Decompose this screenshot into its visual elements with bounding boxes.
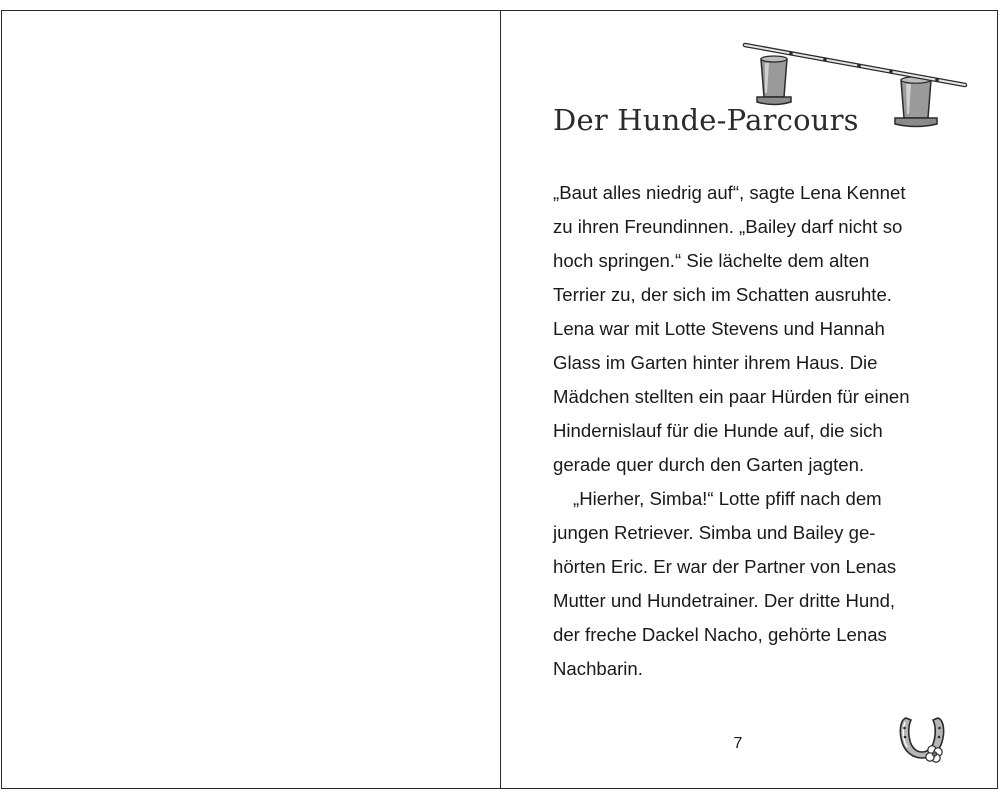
paragraph-1: „Baut alles niedrig auf“, sagte Lena Kennet zu ihren Freundinnen. „Bailey darf nicht so hoch springen.“ Sie lächelte dem alten Terrier zu, der sich im Schatten ausruhte. Lena war mit Lotte Stevens und Hannah Glass im Garten hinter ihrem Haus. Die Mädchen stellten ein paar Hürden für einen Hindernislauf für die Hunde auf, die sich gerade quer durch den Garten jagten. [553,182,910,475]
left-page-blank [2,11,501,788]
chapter-title: Der Hunde-Parcours [553,103,859,137]
flower-icon [926,746,942,762]
book-spread [1,10,998,789]
paragraph-2: „Hierher, Simba!“ Lotte pfiff nach dem jungen Retriever. Simba und Bailey ge- hörten Eric. Er war der Partner von Lenas Mutter und Hundetrainer. Der dritte Hund, der freche Dackel Nacho, gehörte Lenas Nachbarin. [553,488,897,679]
horseshoe-with-flower-icon [896,714,948,766]
page-number: 7 [733,735,743,752]
right-page [501,11,997,788]
right-flowerpot [895,77,937,127]
left-flowerpot [757,56,791,105]
chapter-body-text [553,176,963,686]
